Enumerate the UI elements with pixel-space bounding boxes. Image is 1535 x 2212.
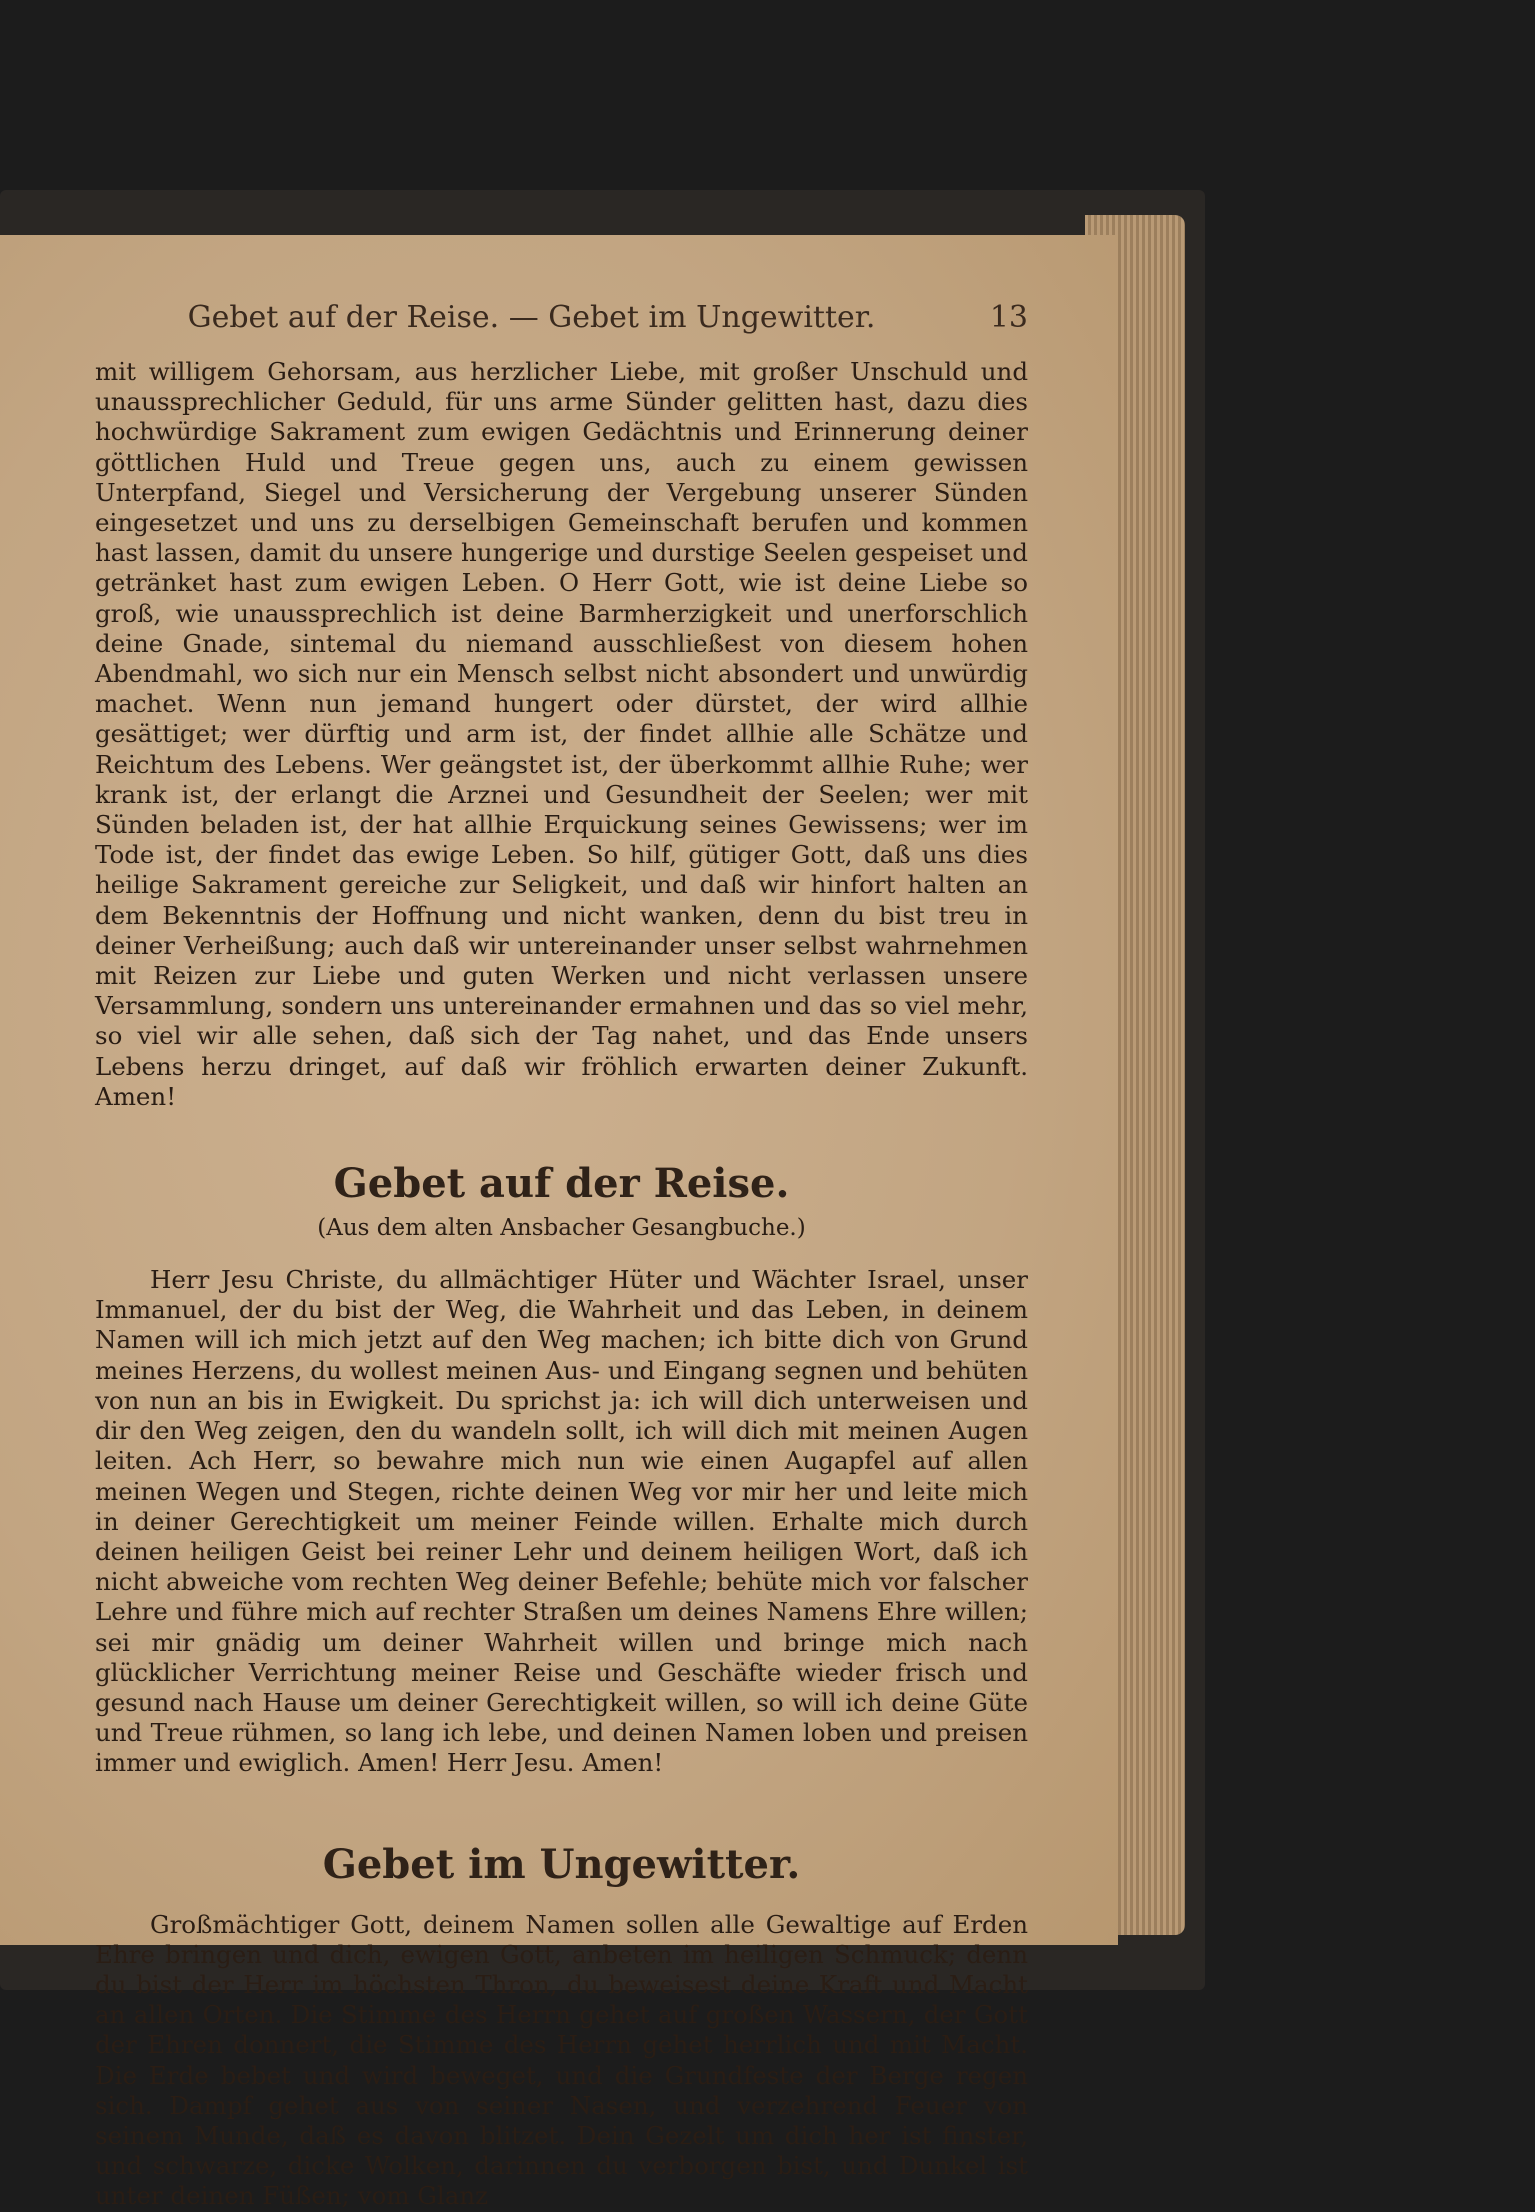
travel-prayer-paragraph: Herr Jesu Christe, du allmächtiger Hüter und Wächter Israel, unser Immanuel, der du bist der Weg, die Wahrheit und das Leben, in deinem Namen will ich mich jetzt auf den Weg machen; ich bitte dich von Grund meines Herzens, du wollest meinen Aus- und Eingang segnen und behüten von nun an bis in Ewigkeit. Du sprichst ja: ich will dich unterweisen und dir den Weg zeigen, den du wandeln sollt, ich will dich mit meinen Augen leiten. Ach Herr, so bewahre mich nun wie einen Augapfel auf allen meinen Wegen und Stegen, richte deinen Weg vor mir her und leite mich in deiner Gerechtigkeit um meiner Feinde willen. Erhalte mich durch deinen heiligen Geist bei reiner Lehr und deinem heiligen Wort, daß ich nicht abweiche vom rechten Weg deiner Befehle; behüte mich vor falscher Lehre und führe mich auf rechter Straßen um deines Namens Ehre willen; sei mir gnädig um deiner Wahrheit willen und bringe mich nach glücklicher Verrichtung meiner Reise und Geschäfte wieder frisch und gesund nach Hause um deiner Gerechtigkeit willen, so will ich deine Güte und Treue rühmen, so lang ich lebe, und deinen Namen loben und preisen immer und ewiglich. Amen! Herr Jesu. Amen!	[95, 1265, 1028, 1778]
running-head	[95, 300, 1028, 335]
running-head-title: Gebet auf der Reise. — Gebet im Ungewitter.	[187, 300, 876, 335]
intro-paragraph: mit willigem Gehorsam, aus herzlicher Liebe, mit großer Unschuld und unaussprechlicher Geduld, für uns arme Sünder gelitten hast, dazu dies hochwürdige Sakrament zum ewigen Gedächtnis und Erinnerung deiner göttlichen Huld und Treue gegen uns, auch zu einem gewissen Unterpfand, Siegel und Versicherung der Vergebung unserer Sünden eingesetzet und uns zu derselbigen Gemeinschaft berufen und kommen hast lassen, damit du unsere hungerige und durstige Seelen gespeiset und getränket hast zum ewigen Leben. O Herr Gott, wie ist deine Liebe so groß, wie unaussprechlich ist deine Barmherzigkeit und unerforschlich deine Gnade, sintemal du niemand ausschließest von diesem hohen Abendmahl, wo sich nur ein Mensch selbst nicht absondert und unwürdig machet. Wenn nun jemand hungert oder dürstet, der wird allhie gesättiget; wer dürftig und arm ist, der findet allhie alle Schätze und Reichtum des Lebens. Wer geängstet ist, der überkommt allhie Ruhe; wer krank ist, der erlangt die Arznei und Gesundheit der Seelen; wer mit Sünden beladen ist, der hat allhie Erquickung seines Gewissens; wer im Tode ist, der findet das ewige Leben. So hilf, gütiger Gott, daß uns dies heilige Sakrament gereiche zur Seligkeit, und daß wir hinfort halten an dem Bekenntnis der Hoffnung und nicht wanken, denn du bist treu in deiner Verheißung; auch daß wir untereinander unser selbst wahrnehmen mit Reizen zur Liebe und guten Werken und nicht verlassen unsere Versammlung, sondern uns untereinander ermahnen und das so viel mehr, so viel wir alle sehen, daß sich der Tag nahet, und das Ende unsers Lebens herzu dringet, auf daß wir fröhlich erwarten deiner Zukunft. Amen!	[95, 357, 1028, 1111]
page-number: 13	[989, 300, 1028, 335]
travel-prayer-source: (Aus dem alten Ansbacher Gesangbuche.)	[317, 1215, 806, 1242]
travel-prayer-title: Gebet auf der Reise.	[333, 1160, 790, 1208]
storm-prayer-paragraph: Großmächtiger Gott, deinem Namen sollen alle Gewaltige auf Erden Ehre bringen und dich, ewigen Gott, anbeten im heiligen Schmuck; denn du bist der Herr im höchsten Thron, du beweisest deine Kraft und Macht an allen Orten. Die Stimme des Herrn gehet auf großen Wassern, der Gott der Ehren donnert, die Stimme des Herrn gehet herrlich und mit Macht. Die Erde bebet und wird beweget, und die Grundfeste der Berge regen sich. Dampf gehet aus von seiner Nasen, und verzehrend Feuer von seinem Munde, daß es davon blitzet. Dein Gezelt um dich her ist finster, und schwarze, dicke Wolken, darinnen du verborgen bist, und Dunkel ist unter deinen Füßen; vom Glanz	[95, 1909, 1028, 2211]
book-page	[0, 235, 1118, 2211]
storm-prayer-title: Gebet im Ungewitter.	[322, 1840, 801, 1888]
